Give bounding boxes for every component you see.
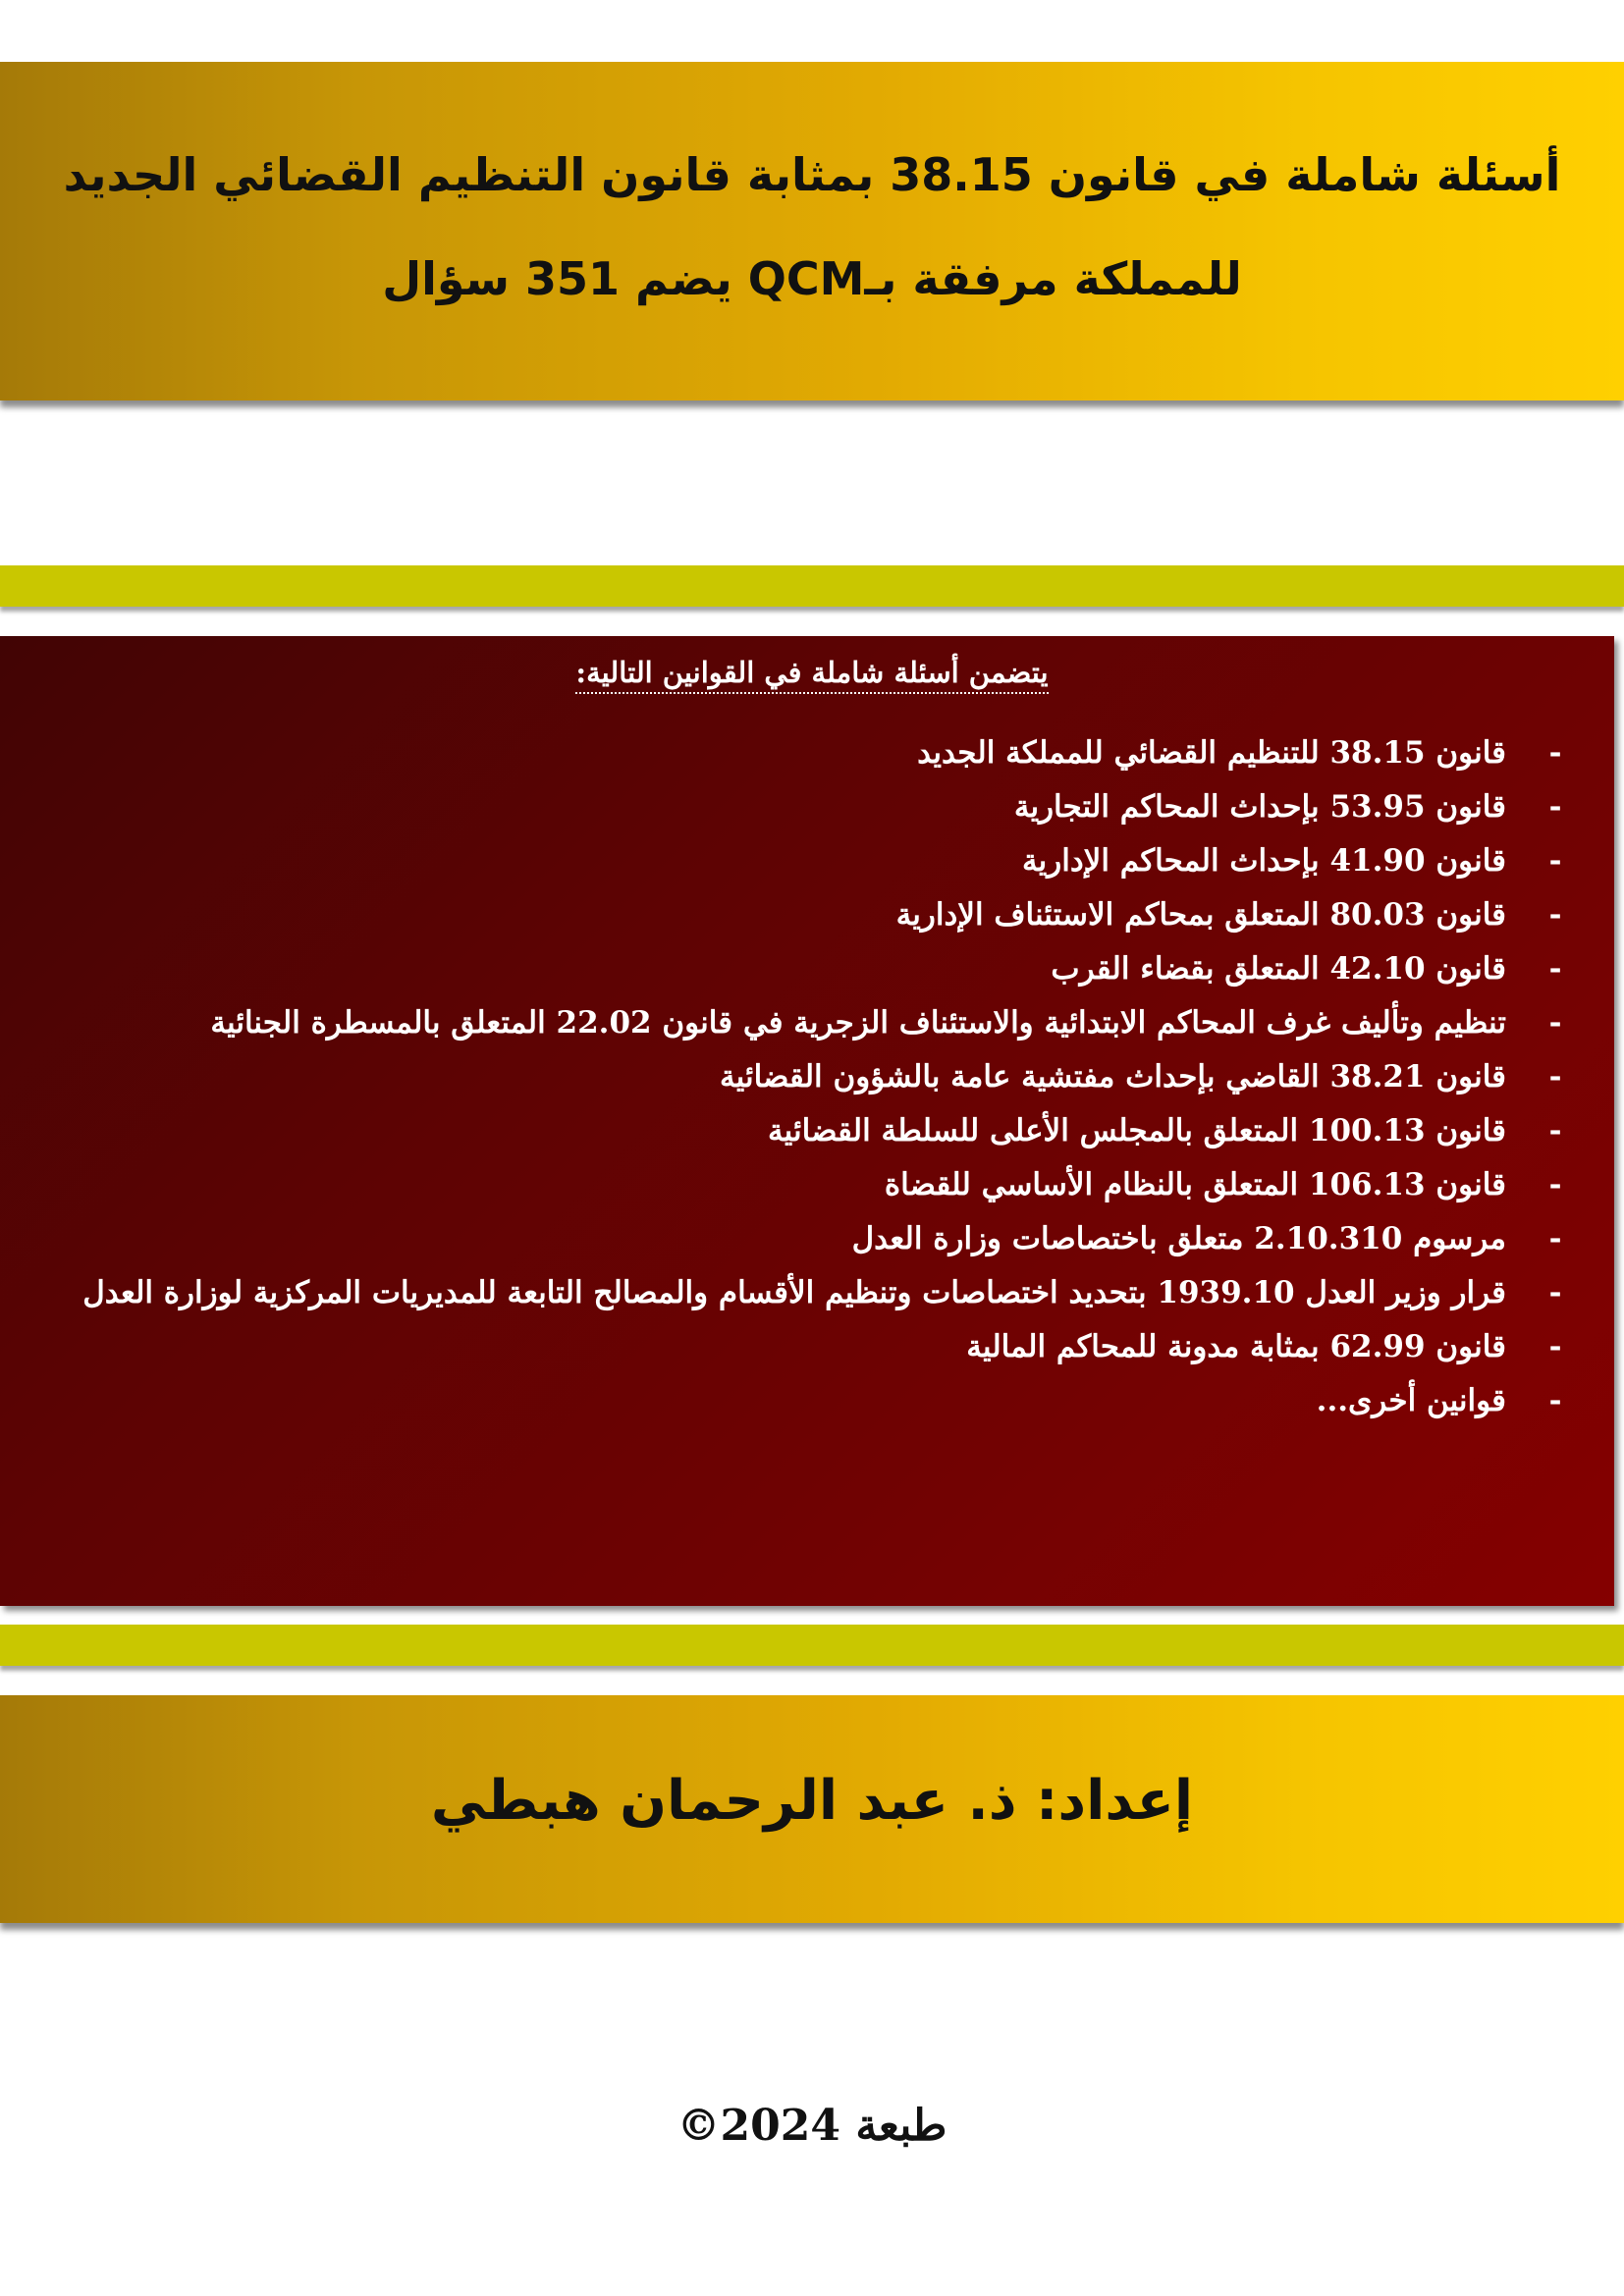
bullet-dash: - bbox=[1548, 951, 1562, 987]
laws-list bbox=[24, 726, 1565, 1428]
laws-panel bbox=[0, 636, 1614, 1606]
bullet-dash: - bbox=[1548, 1275, 1562, 1310]
law-item: - تنظيم وتأليف غرف المحاكم الابتدائية والاستئناف الزجرية في قانون 22.02 المتعلق بالمسطرة الجنائية bbox=[24, 996, 1565, 1050]
bullet-dash: - bbox=[1548, 1329, 1562, 1364]
bullet-dash: - bbox=[1548, 789, 1562, 825]
bullet-dash: - bbox=[1548, 1383, 1562, 1418]
law-item: - قانون 53.95 بإحداث المحاكم التجارية bbox=[24, 780, 1565, 834]
author-credit: إعداد: ذ. عبد الرحمان هبطي bbox=[430, 1769, 1194, 1833]
law-item: - قانون 106.13 المتعلق بالنظام الأساسي للقضاة bbox=[24, 1158, 1565, 1212]
law-item: - قانون 80.03 المتعلق بمحاكم الاستئناف الإدارية bbox=[24, 888, 1565, 942]
title-line-1: أسئلة شاملة في قانون 38.15 بمثابة قانون التنظيم القضائي الجديد bbox=[63, 148, 1561, 201]
bullet-dash: - bbox=[1548, 897, 1562, 933]
law-item: - قانون 62.99 بمثابة مدونة للمحاكم المالية bbox=[24, 1320, 1565, 1374]
divider-bar-top bbox=[0, 565, 1624, 607]
title-line-2: للمملكة مرفقة بـQCM يضم 351 سؤال bbox=[382, 252, 1242, 305]
law-item: - قانون 42.10 المتعلق بقضاء القرب bbox=[24, 942, 1565, 996]
document-title bbox=[59, 123, 1565, 331]
bullet-dash: - bbox=[1548, 1059, 1562, 1095]
law-item: - قانون 38.15 للتنظيم القضائي للمملكة الجديد bbox=[24, 726, 1565, 780]
law-item: - قوانين أخرى... bbox=[24, 1374, 1565, 1428]
laws-heading: يتضمن أسئلة شاملة في القوانين التالية: bbox=[0, 656, 1624, 689]
bullet-dash: - bbox=[1548, 843, 1562, 879]
law-item: - مرسوم 2.10.310 متعلق باختصاصات وزارة العدل bbox=[24, 1212, 1565, 1266]
bullet-dash: - bbox=[1548, 1167, 1562, 1202]
bullet-dash: - bbox=[1548, 1113, 1562, 1148]
bullet-dash: - bbox=[1548, 1221, 1562, 1256]
bullet-dash: - bbox=[1548, 735, 1562, 771]
edition-label: طبعة 2024© bbox=[677, 2101, 947, 2151]
law-item: - قانون 41.90 بإحداث المحاكم الإدارية bbox=[24, 834, 1565, 888]
law-item: - قانون 38.21 القاضي بإحداث مفتشية عامة بالشؤون القضائية bbox=[24, 1050, 1565, 1104]
bullet-dash: - bbox=[1548, 1005, 1562, 1041]
law-item: - قانون 100.13 المتعلق بالمجلس الأعلى للسلطة القضائية bbox=[24, 1104, 1565, 1158]
divider-bar-bottom bbox=[0, 1625, 1624, 1666]
law-item: - قرار وزير العدل 1939.10 بتحديد اختصاصات وتنظيم الأقسام والمصالح التابعة للمديريات المركزية لوزارة العدل bbox=[24, 1266, 1565, 1320]
